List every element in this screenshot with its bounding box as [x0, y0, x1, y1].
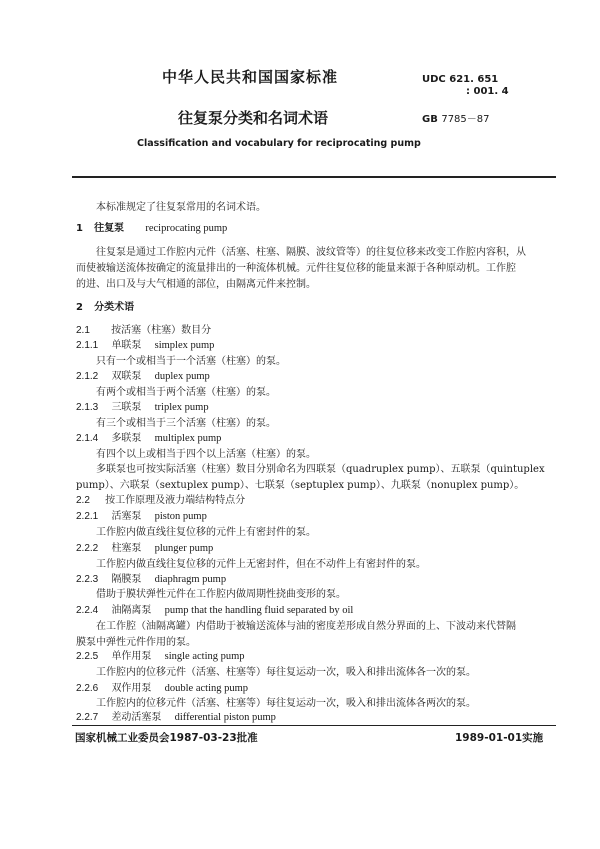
- term-definition: pump）、六联泵（sextuplex pump）、七联泵（septuplex pump）、九联泵（nonuplex pump）。: [76, 480, 525, 491]
- term-definition: 借助于膜状弹性元件在工作腔内做周期性挠曲变形的泵。: [96, 589, 346, 600]
- term-2-1-3: [76, 401, 209, 414]
- section-1-term: 往复泵: [94, 223, 125, 234]
- term-number: 2.1: [76, 325, 90, 336]
- term-2-1-4: [76, 432, 221, 445]
- term-english: triplex pump: [154, 402, 209, 413]
- term-2-2-2: [76, 542, 213, 555]
- term-definition: 有两个或相当于两个活塞（柱塞）的泵。: [96, 387, 276, 398]
- term-definition: 膜泵中弹性元件作用的泵。: [76, 637, 196, 648]
- standard-number: [422, 110, 490, 125]
- term-2-1: [76, 324, 211, 337]
- term-2-2-4: [76, 604, 353, 617]
- term-label: 双联泵: [111, 371, 142, 382]
- section-1-heading: [76, 222, 227, 235]
- term-2-1-1: [76, 339, 214, 352]
- term-english: plunger pump: [154, 543, 214, 554]
- term-definition: 工作腔内做直线往复位移的元件上有密封件的泵。: [96, 527, 316, 538]
- section-1-def-line-2: 而使被输送流体按确定的流量排出的一种流体机械。元件往复位移的能量来源于各种原动机。工作腔: [76, 263, 516, 274]
- term-definition: 工作腔内做直线往复位移的元件上无密封件，但在不动件上有密封件的泵。: [96, 559, 426, 570]
- term-label: 油隔离泵: [111, 605, 152, 616]
- term-definition: 有三个或相当于三个活塞（柱塞）的泵。: [96, 418, 276, 429]
- term-label: 活塞泵: [111, 511, 142, 522]
- term-number: 2.1.3: [76, 402, 99, 413]
- section-2-number: 2: [76, 302, 83, 313]
- term-english: single acting pump: [164, 651, 245, 662]
- term-number: 2.2.5: [76, 651, 99, 662]
- term-2-2-5: [76, 650, 245, 663]
- footer-divider: [72, 725, 556, 726]
- term-number: 2.2.4: [76, 605, 99, 616]
- term-label: 按活塞（柱塞）数目分: [111, 325, 212, 336]
- term-english: diaphragm pump: [154, 574, 227, 585]
- term-definition: 工作腔内的位移元件（活塞、柱塞等）每往复运动一次，吸入和排出流体各两次的泵。: [96, 698, 476, 709]
- term-number: 2.2.7: [76, 712, 99, 723]
- term-definition: 工作腔内的位移元件（活塞、柱塞等）每往复运动一次，吸入和排出流体各一次的泵。: [96, 667, 476, 678]
- term-label: 单联泵: [111, 340, 142, 351]
- term-2-1-2: [76, 370, 210, 383]
- udc-code-continued: : 001. 4: [466, 86, 509, 97]
- header-divider: [72, 176, 556, 178]
- term-english: pump that the handling fluid separated by oil: [164, 605, 354, 616]
- section-1-def-line-1: 往复泵是通过工作腔内元件（活塞、柱塞、隔膜、波纹管等）的往复位移来改变工作腔内容积，从: [96, 247, 526, 258]
- section-1-term-en: reciprocating pump: [145, 223, 228, 234]
- effective-date: 1989-01-01实施: [455, 732, 544, 744]
- term-number: 2.2.3: [76, 574, 99, 585]
- udc-code: UDC 621. 651: [422, 74, 499, 85]
- section-1-def-line-3: 的进、出口及与大气相通的部位，由隔离元件来控制。: [76, 279, 316, 290]
- term-label: 多联泵: [111, 433, 142, 444]
- term-definition: 只有一个或相当于一个活塞（柱塞）的泵。: [96, 356, 286, 367]
- standard-prefix: GB: [422, 114, 438, 125]
- document-title: 往复泵分类和名词术语: [178, 109, 329, 127]
- term-label: 三联泵: [111, 402, 142, 413]
- issuing-authority: 中华人民共和国国家标准: [162, 68, 339, 86]
- term-label: 柱塞泵: [111, 543, 142, 554]
- term-number: 2.2.6: [76, 683, 99, 694]
- term-number: 2.1.1: [76, 340, 99, 351]
- term-label: 隔膜泵: [111, 574, 142, 585]
- section-2-heading: [76, 301, 134, 314]
- term-number: 2.1.4: [76, 433, 99, 444]
- term-english: multiplex pump: [154, 433, 222, 444]
- document-title-english: Classification and vocabulary for reciprocating pump: [137, 138, 421, 149]
- term-english: differential piston pump: [174, 712, 276, 723]
- section-2-title: 分类术语: [94, 302, 135, 313]
- term-number: 2.2.2: [76, 543, 99, 554]
- standard-code: 7785－87: [441, 114, 490, 125]
- term-english: piston pump: [154, 511, 207, 522]
- term-label: 按工作原理及液力端结构特点分: [105, 495, 246, 506]
- term-label: 双作用泵: [111, 683, 152, 694]
- term-2-2: [76, 494, 245, 507]
- term-number: 2.2: [76, 495, 90, 506]
- term-2-2-7: [76, 711, 276, 724]
- term-2-2-1: [76, 510, 207, 523]
- term-definition: 有四个以上或相当于四个以上活塞（柱塞）的泵。: [96, 449, 316, 460]
- term-label: 差动活塞泵: [111, 712, 162, 723]
- section-1-number: 1: [76, 223, 83, 234]
- term-english: double acting pump: [164, 683, 249, 694]
- term-english: simplex pump: [154, 340, 215, 351]
- term-2-2-3: [76, 573, 226, 586]
- intro-text: 本标准规定了往复泵常用的名词术语。: [96, 202, 266, 213]
- term-definition: 多联泵也可按实际活塞（柱塞）数目分别命名为四联泵（quadruplex pump）、五联泵（quintuplex: [96, 464, 545, 475]
- term-definition: 在工作腔（油隔离罐）内借助于被输送流体与油的密度差形成自然分界面的上、下波动来代替隔: [96, 621, 516, 632]
- approval-note: 国家机械工业委员会1987-03-23批准: [75, 732, 258, 744]
- term-number: 2.1.2: [76, 371, 99, 382]
- term-2-2-6: [76, 682, 248, 695]
- term-label: 单作用泵: [111, 651, 152, 662]
- term-english: duplex pump: [154, 371, 210, 382]
- term-number: 2.2.1: [76, 511, 99, 522]
